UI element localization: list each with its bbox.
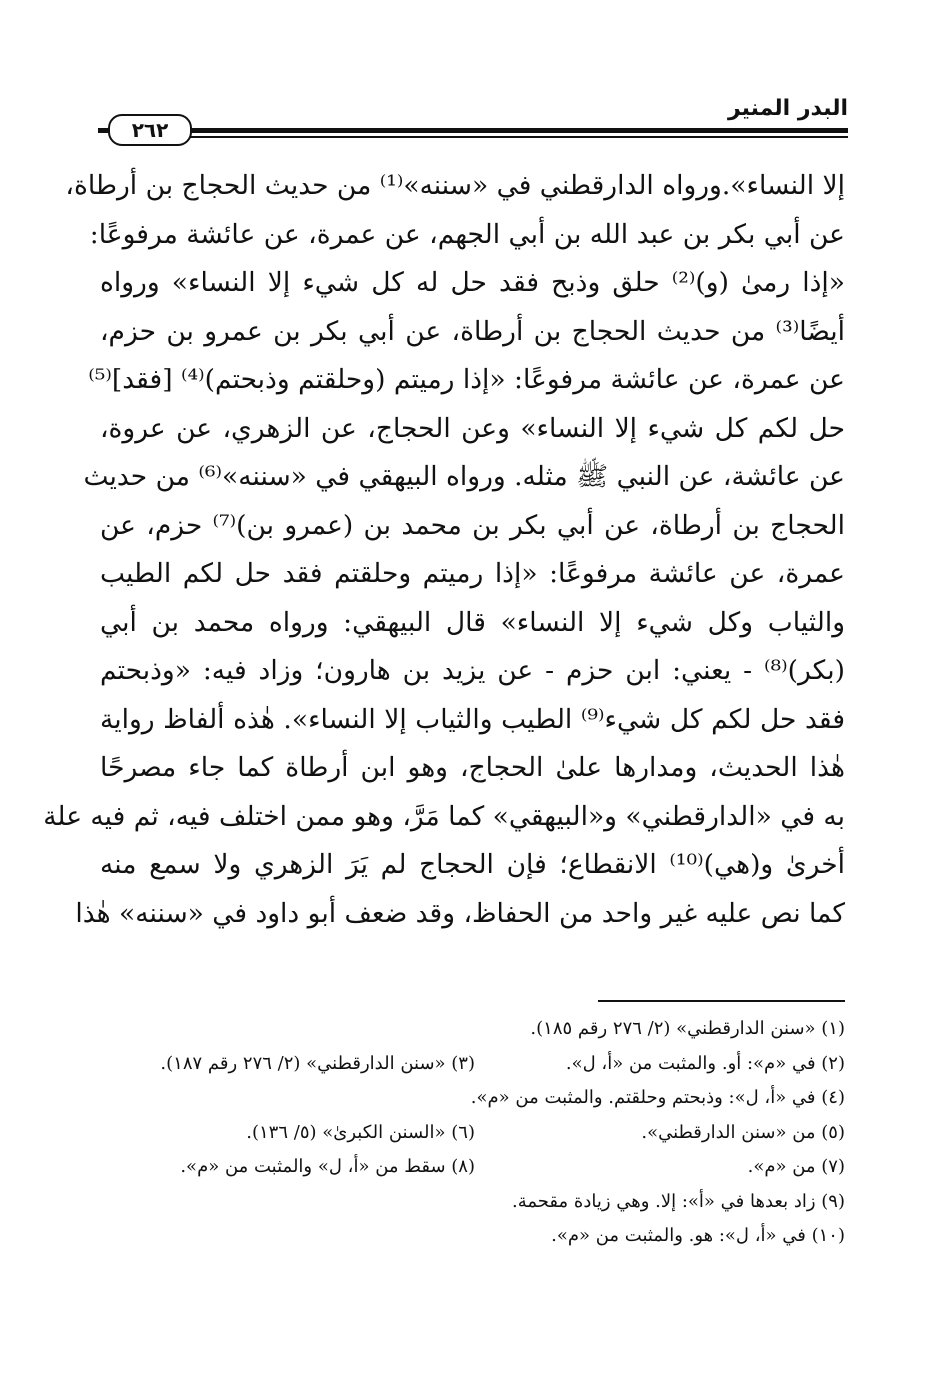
footnote-3: (٣) «سنن الدارقطني» (٢/ ٢٧٦ رقم ١٨٧). — [160, 1052, 475, 1074]
text-line: حل لكم كل شيء إلا النساء» وعن الحجاج، عن الزهري، عن عروة، — [100, 412, 845, 444]
text-line: والثياب وكل شيء إلا النساء» قال البيهقي: ورواه محمد بن أبي — [100, 606, 845, 638]
text-line: الحجاج بن أرطاة، عن أبي بكر بن محمد بن (عمرو بن)⁽⁷⁾ حزم، عن — [100, 509, 845, 541]
footnote-row — [100, 1012, 845, 1047]
text-line: إلا النساء».ورواه الدارقطني في «سننه»⁽¹⁾ من حديث الحجاج بن أرطاة، — [65, 170, 845, 201]
text-line: به في «الدارقطني» و«البيهقي» كما مَرَّ، وهو ممن اختلف فيه، ثم فيه علة — [43, 800, 845, 832]
footnote-4: (٤) في «أ، ل»: وذبحتم وحلقتم. والمثبت من «م». — [470, 1087, 845, 1108]
footnote-7: (٧) من «م». — [747, 1156, 845, 1177]
text-line: عن عمرة، عن عائشة مرفوعًا: «إذا رميتم (وحلقتم وذبحتم)⁽⁴⁾ [فقد]⁽⁵⁾ — [88, 364, 845, 395]
text-line: عن عائشة، عن النبي ﷺ مثله. ورواه البيهقي في «سننه»⁽⁶⁾ من حديث — [83, 461, 845, 492]
text-line: (بكر)⁽⁸⁾ - يعني: ابن حزم - عن يزيد بن هارون؛ وزاد فيه: «وذبحتم — [100, 655, 845, 686]
page-header — [98, 84, 848, 144]
text-line: أخرىٰ و(هي)⁽¹⁰⁾ الانقطاع؛ فإن الحجاج لم يَرَ الزهري ولا سمع منه — [100, 849, 845, 880]
text-line: «إذا رمىٰ (و)⁽²⁾ حلق وذبح فقد حل له كل شيء إلا النساء» ورواه — [100, 267, 845, 298]
footnote-row — [100, 1047, 845, 1082]
footnote-row — [100, 1116, 845, 1151]
text-line: عن أبي بكر بن عبد الله بن أبي الجهم، عن عمرة، عن عائشة مرفوعًا: — [89, 218, 845, 250]
header-rule-thick — [168, 128, 848, 133]
footnote-row — [100, 1219, 845, 1254]
text-line: فقد حل لكم كل شيء⁽⁹⁾ الطيب والثياب إلا النساء». هٰذه ألفاظ رواية — [100, 703, 845, 735]
text-line: كما نص عليه غير واحد من الحفاظ، وقد ضعف أبو داود في «سننه» هٰذا — [75, 897, 845, 929]
footnote-5: (٥) من «سنن الدارقطني». — [641, 1121, 845, 1143]
footnote-row — [100, 1081, 845, 1116]
main-text — [43, 162, 845, 938]
footnote-row — [100, 1150, 845, 1185]
footnote-8: (٨) سقط من «أ، ل» والمثبت من «م». — [180, 1156, 475, 1177]
text-line: أيضًا⁽³⁾ من حديث الحجاج بن أرطاة، عن أبي بكر بن عمرو بن حزم، — [100, 315, 845, 347]
text-line: هٰذا الحديث، ومدارها علىٰ الحجاج، وهو ابن أرطاة كما جاء مصرحًا — [100, 752, 845, 783]
footnote-9: (٩) زاد بعدها في «أ»: إلا. وهي زيادة مقحمة. — [512, 1190, 845, 1212]
footnote-row — [100, 1185, 845, 1220]
footnotes — [100, 1012, 845, 1254]
page-number: ٢٦٢ — [108, 114, 192, 146]
running-title: البدر المنير — [727, 96, 848, 121]
footnote-1: (١) «سنن الدارقطني» (٢/ ٢٧٦ رقم ١٨٥). — [530, 1018, 845, 1039]
footnote-6: (٦) «السنن الكبرىٰ» (٥/ ١٣٦). — [246, 1121, 475, 1143]
footnote-2: (٢) في «م»: أو. والمثبت من «أ، ل». — [565, 1052, 845, 1074]
header-rule-thin — [168, 136, 848, 138]
footnote-separator — [598, 1000, 845, 1002]
text-line: عمرة، عن عائشة مرفوعًا: «إذا رميتم وحلقتم فقد حل لكم الطيب — [100, 558, 845, 589]
footnote-10: (١٠) في «أ، ل»: هو. والمثبت من «م». — [551, 1225, 845, 1246]
